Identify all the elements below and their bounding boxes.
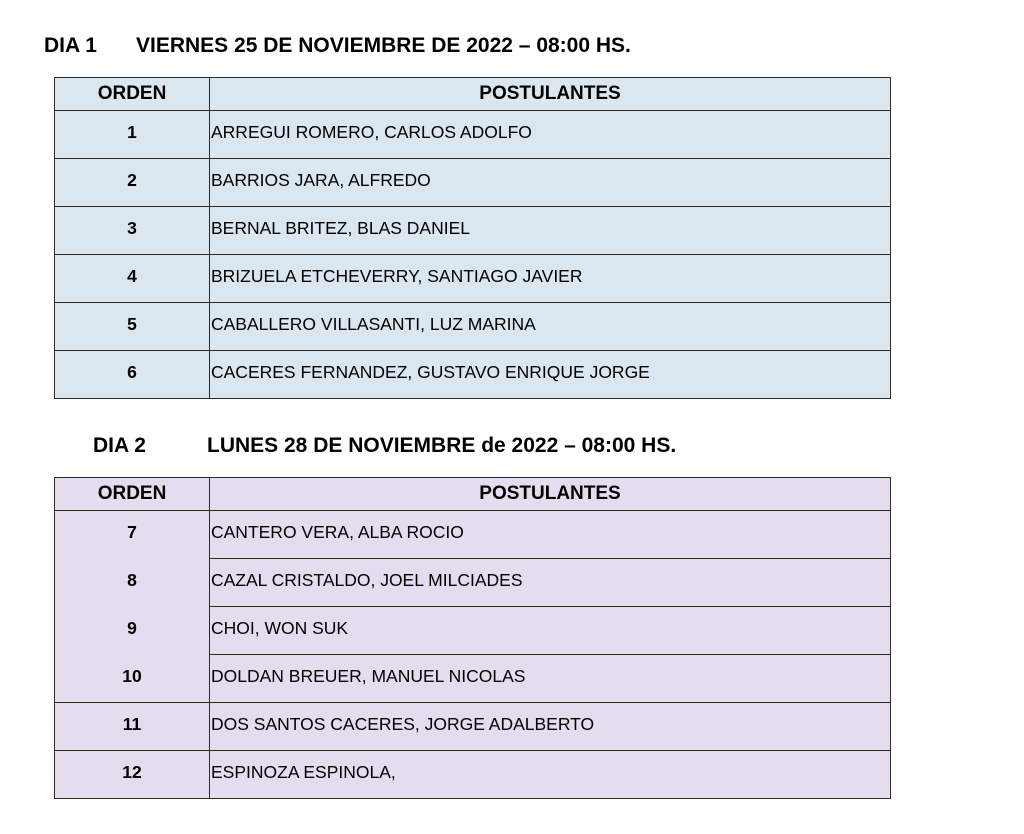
applicant-name: CANTERO VERA, ALBA ROCIO: [210, 511, 891, 559]
order-number: 2: [55, 159, 210, 207]
applicant-name: DOLDAN BREUER, MANUEL NICOLAS: [210, 655, 891, 703]
applicant-name: CABALLERO VILLASANTI, LUZ MARINA: [210, 303, 891, 351]
table-header-row: [55, 78, 891, 111]
day2-table: [54, 477, 891, 799]
applicant-name: CACERES FERNANDEZ, GUSTAVO ENRIQUE JORGE: [210, 351, 891, 399]
day1-label: DIA 1: [44, 34, 97, 57]
day2-label: DIA 2: [93, 434, 146, 457]
order-number: 9: [55, 607, 210, 655]
column-header-order: ORDEN: [55, 478, 210, 511]
applicant-name: ARREGUI ROMERO, CARLOS ADOLFO: [210, 111, 891, 159]
day1-heading: [44, 34, 631, 58]
day2-heading: [93, 434, 676, 458]
table-row: [55, 703, 891, 751]
order-number: 8: [55, 559, 210, 607]
table-row: [55, 351, 891, 399]
column-header-applicants: POSTULANTES: [210, 78, 891, 111]
table-row: [55, 559, 891, 607]
table-row: [55, 655, 891, 703]
applicant-name: DOS SANTOS CACERES, JORGE ADALBERTO: [210, 703, 891, 751]
order-number: 10: [55, 655, 210, 703]
order-number: 1: [55, 111, 210, 159]
table-row: [55, 511, 891, 559]
table-row: [55, 303, 891, 351]
table-row: [55, 159, 891, 207]
applicant-name: BRIZUELA ETCHEVERRY, SANTIAGO JAVIER: [210, 255, 891, 303]
order-number: 6: [55, 351, 210, 399]
day1-table: [54, 77, 891, 399]
applicant-name: BERNAL BRITEZ, BLAS DANIEL: [210, 207, 891, 255]
column-header-applicants: POSTULANTES: [210, 478, 891, 511]
applicant-name: CHOI, WON SUK: [210, 607, 891, 655]
order-number: 5: [55, 303, 210, 351]
order-number: 11: [55, 703, 210, 751]
applicant-name: CAZAL CRISTALDO, JOEL MILCIADES: [210, 559, 891, 607]
table-row: [55, 255, 891, 303]
order-number: 4: [55, 255, 210, 303]
table-row: [55, 607, 891, 655]
applicant-name: ESPINOZA ESPINOLA,: [210, 751, 891, 799]
day1-date: VIERNES 25 DE NOVIEMBRE DE 2022 – 08:00 HS.: [136, 34, 631, 57]
table-header-row: [55, 478, 891, 511]
table-row: [55, 111, 891, 159]
order-number: 12: [55, 751, 210, 799]
order-number: 7: [55, 511, 210, 559]
table-row: [55, 751, 891, 799]
day2-date: LUNES 28 DE NOVIEMBRE de 2022 – 08:00 HS.: [207, 434, 677, 457]
table-row: [55, 207, 891, 255]
column-header-order: ORDEN: [55, 78, 210, 111]
order-number: 3: [55, 207, 210, 255]
applicant-name: BARRIOS JARA, ALFREDO: [210, 159, 891, 207]
